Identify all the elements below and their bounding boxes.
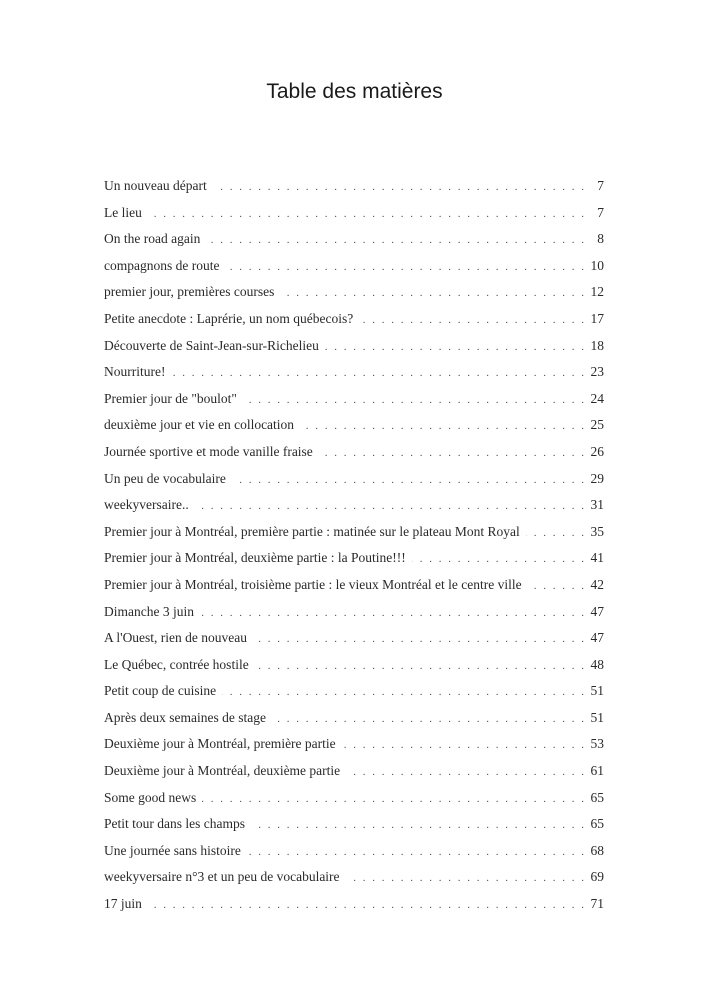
toc-entry-page: 24 <box>590 390 604 406</box>
toc-entry-page: 8 <box>597 231 604 247</box>
toc-entry-title: Deuxième jour à Montréal, première partie <box>104 736 336 752</box>
toc-entry-page: 47 <box>590 603 604 619</box>
dot-leader <box>171 360 586 387</box>
dot-leader <box>195 493 586 520</box>
toc-entry-page: 35 <box>590 523 604 539</box>
toc-entry[interactable] <box>104 226 604 253</box>
toc-entry-page: 41 <box>590 550 604 566</box>
toc-entry-title: Un peu de vocabulaire <box>104 470 226 486</box>
toc-entry-page: 23 <box>590 364 604 380</box>
toc-entry[interactable] <box>104 412 604 439</box>
toc-entry[interactable] <box>104 466 604 493</box>
toc-entry-page: 12 <box>590 284 604 300</box>
dot-leader <box>346 759 586 786</box>
toc-entry-page: 7 <box>597 204 604 220</box>
toc-entry[interactable] <box>104 758 604 785</box>
toc-entry-page: 18 <box>590 337 604 353</box>
toc-entry-title: Après deux semaines de stage <box>104 709 266 725</box>
dot-leader <box>255 653 586 680</box>
dot-leader <box>300 413 586 440</box>
toc-entry-title: Le Québec, contrée hostile <box>104 656 249 672</box>
toc-entry-page: 47 <box>590 630 604 646</box>
dot-leader <box>222 679 586 706</box>
dot-leader <box>243 387 586 414</box>
dot-leader <box>213 174 586 201</box>
dot-leader <box>232 467 586 494</box>
toc-entry-page: 51 <box>590 683 604 699</box>
toc-entry-page: 53 <box>590 736 604 752</box>
dot-leader <box>319 440 586 467</box>
toc-entry[interactable] <box>104 572 604 599</box>
toc-entry[interactable] <box>104 492 604 519</box>
toc-entry-title: Le lieu <box>104 204 142 220</box>
dot-leader <box>206 227 586 254</box>
toc-entry[interactable] <box>104 386 604 413</box>
toc-entry-page: 69 <box>590 869 604 885</box>
dot-leader <box>148 201 586 228</box>
dot-leader <box>346 865 586 892</box>
toc-entry-title: Premier jour de "boulot" <box>104 390 237 406</box>
toc-entry-title: weekyversaire.. <box>104 497 189 513</box>
toc-entry[interactable] <box>104 864 604 891</box>
toc-entry-page: 48 <box>590 656 604 672</box>
toc-entry-page: 65 <box>590 816 604 832</box>
toc-entry-page: 31 <box>590 497 604 513</box>
dot-leader <box>342 732 586 759</box>
dot-leader <box>253 626 586 653</box>
toc-entry-title: Deuxième jour à Montréal, deuxième partie <box>104 763 341 779</box>
toc-entry-title: A l'Ouest, rien de nouveau <box>104 630 248 646</box>
toc-entry-title: Un nouveau départ <box>104 178 207 193</box>
toc-entry-title: 17 juin <box>104 896 142 912</box>
toc-entry[interactable] <box>104 306 604 333</box>
toc-entry[interactable] <box>104 891 604 918</box>
dot-leader <box>148 892 586 919</box>
dot-leader <box>200 600 586 627</box>
dot-leader <box>526 520 586 547</box>
toc-entry-title: Dimanche 3 juin <box>104 603 194 619</box>
toc-entry[interactable] <box>104 200 604 227</box>
toc-entry-title: Premier jour à Montréal, deuxième partie : la Poutine!!! <box>104 550 406 566</box>
toc-entry-title: Une journée sans histoire <box>104 842 241 858</box>
toc-entry-title: premier jour, premières courses <box>104 284 275 300</box>
toc-entry-page: 29 <box>590 470 604 486</box>
table-of-contents <box>104 173 604 918</box>
toc-entry[interactable] <box>104 811 604 838</box>
toc-entry-title: Petite anecdote : Laprérie, un nom québecois? <box>104 310 354 326</box>
toc-entry[interactable] <box>104 545 604 572</box>
toc-entry[interactable] <box>104 279 604 306</box>
toc-entry-title: Petit tour dans les champs <box>104 816 245 832</box>
toc-entry-page: 51 <box>590 709 604 725</box>
toc-entry-page: 42 <box>590 576 604 592</box>
dot-leader <box>247 839 586 866</box>
toc-entry[interactable] <box>104 705 604 732</box>
toc-entry-title: Premier jour à Montréal, première partie : matinée sur le plateau Mont Royal <box>104 523 520 539</box>
page-title: Table des matières <box>266 80 443 103</box>
toc-entry-title: compagnons de route <box>104 257 220 273</box>
toc-entry-title: deuxième jour et vie en collocation <box>104 417 295 433</box>
dot-leader <box>280 280 586 307</box>
toc-entry-page: 26 <box>590 443 604 459</box>
toc-entry-title: Journée sportive et mode vanille fraise <box>104 443 313 459</box>
dot-leader <box>225 254 586 281</box>
dot-leader <box>325 334 586 361</box>
toc-entry-page: 7 <box>597 178 604 193</box>
dot-leader <box>272 706 586 733</box>
toc-entry-title: Nourriture! <box>104 364 166 380</box>
toc-entry[interactable] <box>104 838 604 865</box>
dot-leader <box>412 546 586 573</box>
toc-entry-title: Some good news <box>104 789 197 805</box>
toc-entry-page: 71 <box>590 896 604 912</box>
dot-leader <box>528 573 586 600</box>
toc-entry[interactable] <box>104 359 604 386</box>
toc-entry-page: 68 <box>590 842 604 858</box>
toc-entry-title: On the road again <box>104 231 201 247</box>
toc-entry-page: 25 <box>590 417 604 433</box>
toc-entry[interactable] <box>104 731 604 758</box>
toc-entry[interactable] <box>104 439 604 466</box>
toc-entry-title: Petit coup de cuisine <box>104 683 217 699</box>
toc-entry[interactable] <box>104 652 604 679</box>
toc-entry[interactable] <box>104 678 604 705</box>
toc-entry-page: 61 <box>590 763 604 779</box>
dot-leader <box>202 786 586 813</box>
toc-entry[interactable] <box>104 519 604 546</box>
toc-entry-title: Découverte de Saint-Jean-sur-Richelieu <box>104 337 319 353</box>
toc-entry[interactable] <box>104 333 604 360</box>
toc-entry[interactable] <box>104 785 604 812</box>
toc-entry-page: 17 <box>590 310 604 326</box>
toc-entry-page: 65 <box>590 789 604 805</box>
toc-entry[interactable] <box>104 173 604 200</box>
toc-entry-title: weekyversaire n°3 et un peu de vocabulaire <box>104 869 340 885</box>
dot-leader <box>359 307 586 334</box>
toc-entry[interactable] <box>104 625 604 652</box>
toc-entry-title: Premier jour à Montréal, troisième partie : le vieux Montréal et le centre ville <box>104 576 522 592</box>
toc-entry[interactable] <box>104 253 604 280</box>
toc-entry[interactable] <box>104 599 604 626</box>
dot-leader <box>251 812 586 839</box>
toc-entry-page: 10 <box>590 257 604 273</box>
